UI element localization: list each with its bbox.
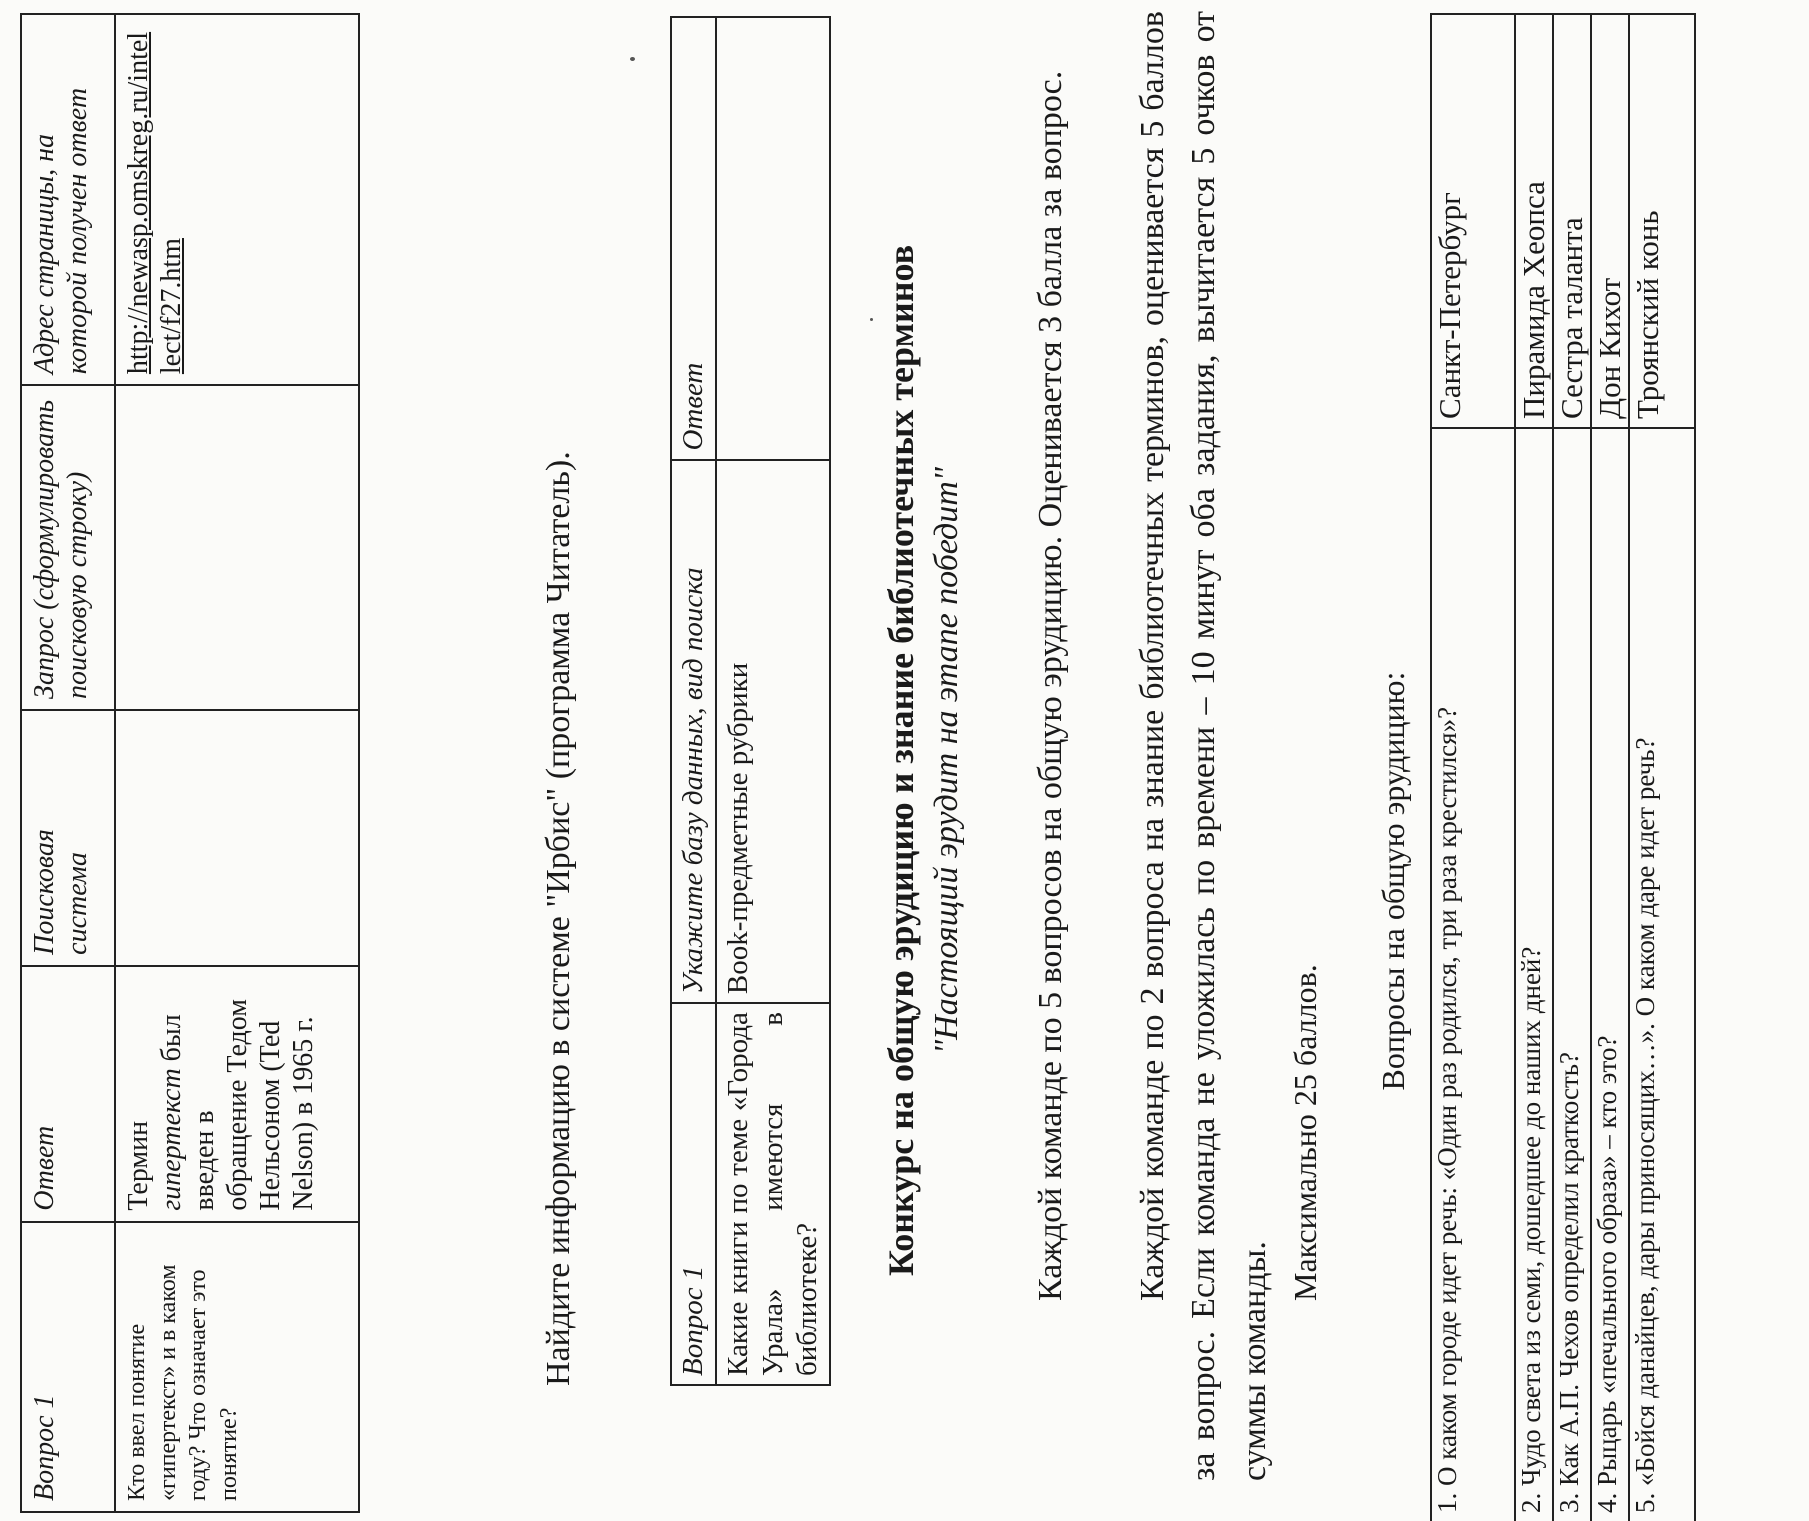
question-text: 2. Чудо света из семи, дошедшее до наших дней? [1515,428,1553,1521]
table-row [1629,14,1695,1521]
questions-heading: Вопросы на общую эрудицию: [1375,671,1411,1091]
table-row [1431,14,1515,1521]
header-url: Адрес страницы, на которой получен ответ [21,14,115,385]
search-system-cell [115,710,359,966]
contest-subtitle: "Настоящий эрудит на этапе победит" [928,466,965,1055]
question-text: 1. О каком городе идет речь: «Один раз родился, три раза крестился»? [1431,428,1515,1521]
question-cell: Какие книги по теме «Города Урала» имеются в библиотеке? [716,1003,830,1385]
answer-text: Троянский конь [1629,14,1695,428]
question-cell: Кто ввел понятие «гипертекст» и в каком году? Что означает это понятие? [115,1222,359,1512]
answer-prefix: Термин [123,1120,154,1211]
question-text: 5. «Бойся данайцев, дары приносящих…». О каком даре идет речь? [1629,428,1695,1521]
question-text: 4. Рыцарь «печального образа» – кто это? [1591,428,1629,1521]
rules-paragraph-3: Максимально 25 баллов. [1287,964,1323,1301]
header-query: Запрос (сформулировать поисковую строку) [21,385,115,710]
answer-text: Сестра таланта [1553,14,1591,428]
question-table-irbis [670,16,831,1386]
scan-speck [630,57,635,61]
header-search-system: Поисковая система [21,710,115,966]
header-answer: Ответ [671,17,716,460]
question-table-search [20,13,360,1513]
answer-cell [716,17,830,460]
table-row [1515,14,1553,1521]
url-cell [115,14,359,385]
contest-title: Конкурс на общую эрудицию и знание библиотечных терминов [881,244,921,1277]
answer-text: Санкт-Петербург [1431,14,1515,428]
url-link[interactable]: http://newasp.omskreg.ru/intellect/f27.htm [123,31,188,375]
rules-paragraph-1: Каждой команде по 5 вопросов на общую эрудицию. Оценивается 3 балла за вопрос. [1032,70,1069,1301]
irbis-instruction: Найдите информацию в системе "Ирбис" (программа Читатель). [540,451,577,1386]
header-question: Вопрос 1 [671,1003,716,1385]
answer-term: гипертекст [156,1068,188,1211]
rules-paragraph-2: Каждой команде по 2 вопроса на знание библиотечных терминов, оценивается 5 баллов за вопрос. Если команда не уложилась по времени – 10 минут оба задания, вычитается 5 очков от суммы команды. [1134,11,1273,1481]
scan-speck [870,318,873,321]
answer-suffix: был введен в обращение Тедом Нельсоном (Ted Nelson) в 1965 г. [156,999,320,1211]
erudition-questions-table [1430,13,1696,1521]
database-cell: Book-предметные рубрики [716,460,830,1004]
header-question: Вопрос 1 [21,1222,115,1512]
table-row [1553,14,1591,1521]
question-text: 3. Как А.П. Чехов определил краткость? [1553,428,1591,1521]
table-row [1591,14,1629,1521]
query-cell [115,385,359,710]
answer-text: Пирамида Хеопса [1515,14,1553,428]
header-database: Укажите базу данных, вид поиска [671,460,716,1004]
header-answer: Ответ [21,966,115,1222]
answer-text: Дон Кихот [1591,14,1629,428]
answer-cell [115,966,359,1222]
